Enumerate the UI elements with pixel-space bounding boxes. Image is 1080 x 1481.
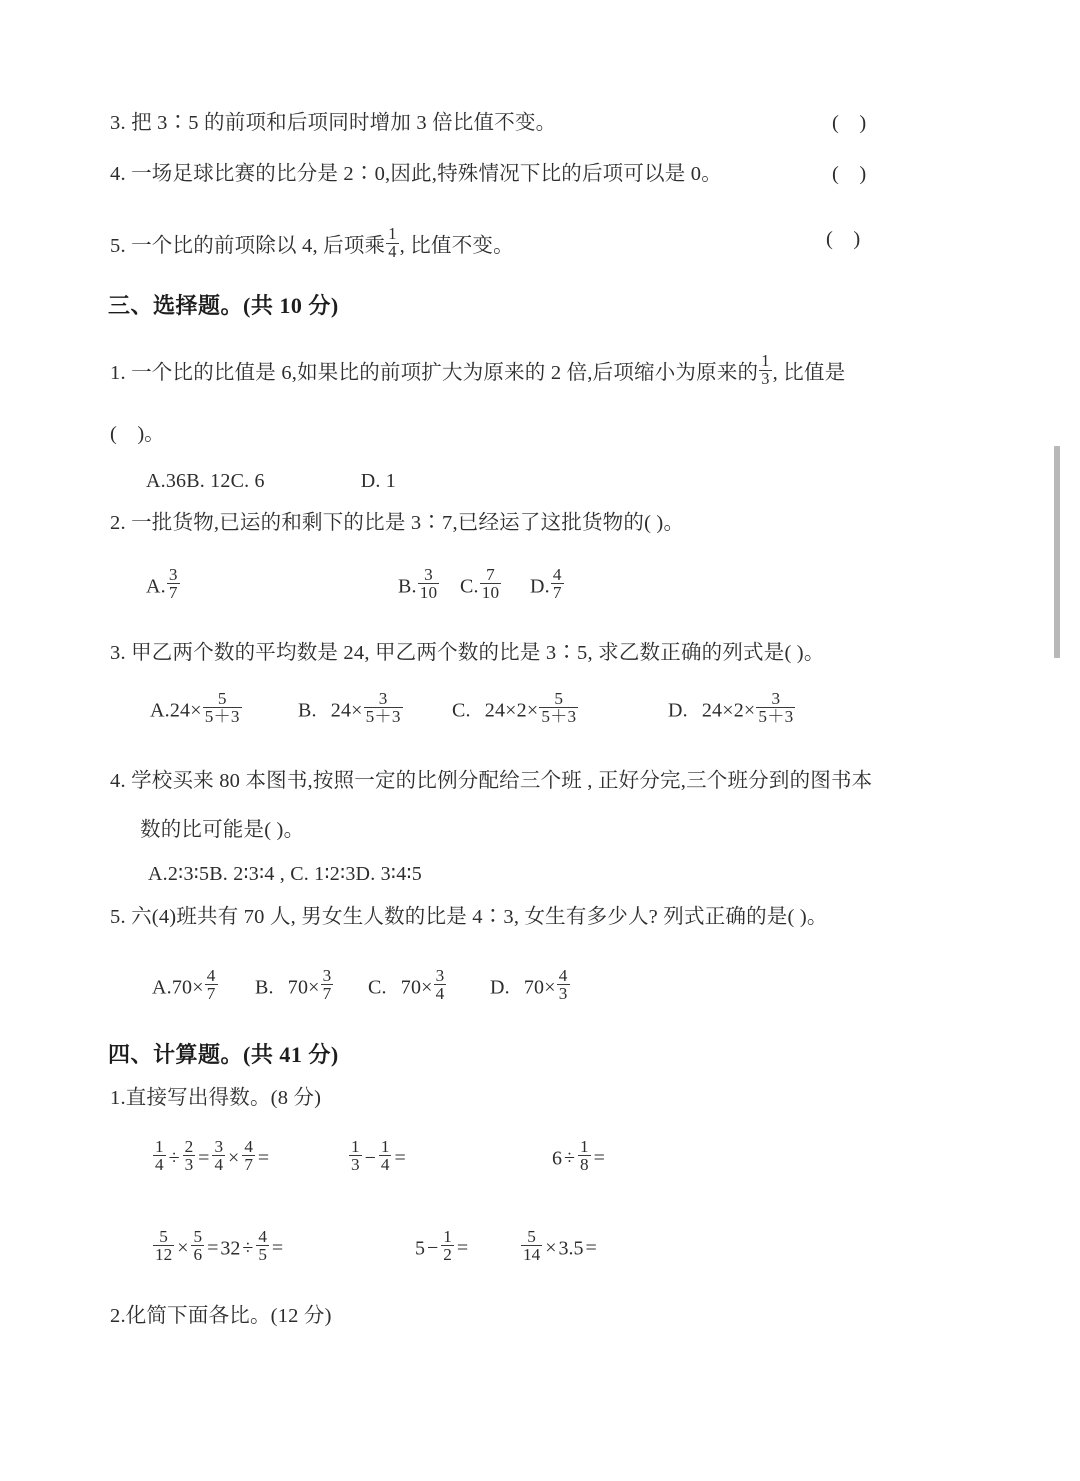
option-expr: 70× bbox=[287, 976, 320, 999]
item-number: 4. bbox=[110, 163, 126, 185]
truefalse-blank-5[interactable] bbox=[826, 228, 860, 252]
section-four-heading: 四、计算题。(共 41 分) bbox=[108, 1042, 339, 1067]
truefalse-item-4 bbox=[110, 163, 722, 187]
fraction-3-over-4 bbox=[212, 1138, 225, 1174]
option-label: D. bbox=[530, 575, 550, 598]
math-number: 3.5 bbox=[558, 1237, 584, 1260]
item-number: 5. bbox=[110, 234, 126, 257]
choice-question-3-option-d[interactable] bbox=[668, 688, 796, 728]
fraction-5-over-5plus3: $\frac{5}{5+3}$ bbox=[541, 688, 577, 727]
option-label: A. bbox=[146, 575, 166, 598]
fraction-denominator: 14 bbox=[523, 1245, 541, 1265]
calc-row-2-expr-2[interactable] bbox=[415, 1226, 470, 1266]
option-label: B. bbox=[255, 976, 274, 999]
option-expr: 24×2× bbox=[701, 699, 756, 722]
option-label: A. bbox=[150, 699, 170, 722]
option-expr: 24×2× bbox=[484, 699, 539, 722]
option-label: D. bbox=[668, 699, 688, 722]
answer-blank: ( )。 bbox=[110, 423, 165, 445]
truefalse-item-5 bbox=[110, 224, 514, 262]
calc-row-1-expr-3[interactable] bbox=[552, 1136, 607, 1176]
fraction-4-over-3: $\frac{4}{3}$ bbox=[558, 965, 568, 1004]
choice-question-1-stem bbox=[110, 351, 846, 389]
fraction-numerator: 1 bbox=[351, 1136, 360, 1156]
option-label: B. bbox=[398, 575, 417, 598]
math-operator: = bbox=[593, 1147, 605, 1170]
math-operator: = bbox=[198, 1147, 210, 1170]
item-text-after: , 比值不变。 bbox=[399, 234, 514, 257]
math-operator: × bbox=[545, 1237, 557, 1260]
choice-question-5-option-c[interactable] bbox=[368, 965, 447, 1005]
choice-question-2-option-c[interactable] bbox=[460, 564, 502, 604]
choice-question-2-option-b[interactable] bbox=[398, 564, 440, 604]
item-number: 1. bbox=[110, 1087, 126, 1109]
math-operator: − bbox=[364, 1147, 376, 1170]
math-operator: = bbox=[257, 1147, 270, 1170]
fraction-numerator: 2 bbox=[184, 1136, 194, 1156]
task-title: 直接写出得数。(8 分) bbox=[125, 1087, 322, 1109]
fraction-3-over-10: $\frac{3}{10}$ bbox=[419, 564, 438, 603]
fraction-one-third: $\frac{1}{3}$ bbox=[761, 351, 770, 388]
item-number: 1. bbox=[110, 361, 126, 384]
fraction-one-quarter: $\frac{1}{4}$ bbox=[388, 224, 397, 261]
scrollbar-thumb[interactable] bbox=[1054, 446, 1060, 658]
item-number: 2. bbox=[110, 512, 126, 534]
fraction-denominator: 7 bbox=[244, 1155, 253, 1175]
math-operator: × bbox=[177, 1237, 189, 1260]
item-number: 2. bbox=[110, 1305, 126, 1327]
fraction-1-over-2 bbox=[441, 1228, 454, 1264]
fraction-3-over-5plus3: $\frac{3}{5+3}$ bbox=[758, 688, 794, 727]
choice-question-5-option-b[interactable] bbox=[255, 965, 334, 1005]
fraction-denominator: 4 bbox=[380, 1155, 390, 1175]
fraction-numerator: 4 bbox=[244, 1136, 253, 1156]
options-abc: A.36B. 12C. 6 bbox=[146, 470, 265, 492]
math-operator: ÷ bbox=[564, 1147, 575, 1170]
answer-blank: ( ) bbox=[832, 112, 867, 134]
stem-text: 学校买来 80 本图书,按照一定的比例分配给三个班 , 正好分完,三个班分到的图书本 bbox=[131, 770, 873, 792]
fraction-numerator: 1 bbox=[380, 1136, 390, 1156]
fraction-5-over-6 bbox=[191, 1228, 204, 1264]
fraction-numerator: 1 bbox=[443, 1226, 452, 1246]
choice-question-3-option-b[interactable] bbox=[298, 688, 404, 728]
option-expr: 70× bbox=[171, 976, 204, 999]
stem-text-continued: 数的比可能是( )。 bbox=[140, 819, 305, 841]
answer-blank: ( ) bbox=[832, 163, 867, 185]
stem-text: 一批货物,已运的和剩下的比是 3∶7,已经运了这批货物的( )。 bbox=[131, 512, 685, 534]
choice-question-5-option-d[interactable] bbox=[490, 965, 571, 1005]
option-expr: 70× bbox=[523, 976, 556, 999]
task-title: 化简下面各比。(12 分) bbox=[125, 1305, 332, 1327]
fraction-3-over-5plus3: $\frac{3}{5+3}$ bbox=[365, 688, 401, 727]
option-label: C. bbox=[368, 976, 387, 999]
option-label: C. bbox=[452, 699, 471, 722]
option-expr: 70× bbox=[400, 976, 433, 999]
fraction-numerator: 3 bbox=[214, 1136, 224, 1156]
fraction-denominator: 5 bbox=[258, 1245, 267, 1265]
fraction-3-over-7: $\frac{3}{7}$ bbox=[168, 564, 178, 603]
fraction-5-over-14 bbox=[521, 1228, 542, 1264]
option-expr: 24× bbox=[330, 699, 363, 722]
calc-task-2-title bbox=[110, 1305, 332, 1329]
fraction-7-over-10: $\frac{7}{10}$ bbox=[481, 564, 500, 603]
item-text: 把 3∶5 的前项和后项同时增加 3 倍比值不变。 bbox=[131, 112, 557, 134]
math-operator: ÷ bbox=[242, 1237, 254, 1260]
stem-part-2: , 比值是 bbox=[772, 361, 846, 384]
calc-row-1-expr-2[interactable] bbox=[348, 1136, 408, 1176]
fraction-denominator: 6 bbox=[193, 1245, 203, 1265]
choice-question-3-stem bbox=[110, 642, 825, 666]
item-text: 一场足球比赛的比分是 2∶0,因此,特殊情况下比的后项可以是 0。 bbox=[131, 163, 722, 185]
fraction-3-over-4: $\frac{3}{4}$ bbox=[435, 965, 445, 1004]
choice-question-3-option-a[interactable] bbox=[150, 688, 243, 728]
fraction-denominator: 3 bbox=[184, 1155, 194, 1175]
answer-blank: ( ) bbox=[826, 228, 861, 250]
option-label: D. bbox=[490, 976, 510, 999]
option-expr: 24× bbox=[169, 699, 202, 722]
section-three-heading: 三、选择题。(共 10 分) bbox=[108, 293, 339, 318]
fraction-1-over-4 bbox=[153, 1138, 166, 1174]
math-operator: ÷ bbox=[168, 1147, 180, 1170]
calc-task-1-title bbox=[110, 1087, 321, 1111]
choice-question-4-stem-line1 bbox=[110, 770, 872, 794]
stem-text: 六(4)班共有 70 人, 男女生人数的比是 4∶3, 女生有多少人? 列式正确的是( )。 bbox=[131, 906, 828, 928]
math-operator: = bbox=[394, 1147, 406, 1170]
fraction-denominator: 2 bbox=[443, 1245, 452, 1265]
math-operator: = bbox=[207, 1237, 219, 1260]
fraction-numerator: 4 bbox=[258, 1226, 267, 1246]
fraction-4-over-7: $\frac{4}{7}$ bbox=[552, 564, 562, 603]
item-number: 3. bbox=[110, 642, 126, 664]
math-operator: = bbox=[271, 1237, 284, 1260]
choice-question-2-option-a[interactable] bbox=[146, 564, 181, 604]
scrollbar-track[interactable] bbox=[1062, 0, 1072, 1481]
truefalse-blank-4[interactable] bbox=[832, 163, 866, 187]
fraction-4-over-7: $\frac{4}{7}$ bbox=[206, 965, 216, 1004]
fraction-4-over-7 bbox=[242, 1138, 255, 1174]
choice-question-4-stem-line2 bbox=[140, 819, 304, 843]
fraction-4-over-5 bbox=[256, 1228, 269, 1264]
choice-question-5-stem bbox=[110, 906, 828, 930]
fraction-denominator: 12 bbox=[155, 1245, 173, 1265]
math-operator: = bbox=[585, 1237, 597, 1260]
choice-question-5-option-a[interactable] bbox=[152, 965, 219, 1005]
fraction-1-over-8 bbox=[578, 1138, 591, 1174]
fraction-2-over-3 bbox=[183, 1138, 196, 1174]
calc-row-2-expr-1[interactable] bbox=[152, 1226, 285, 1266]
fraction-numerator: 1 bbox=[155, 1136, 164, 1156]
choice-question-3-option-c[interactable] bbox=[452, 688, 579, 728]
truefalse-blank-3[interactable] bbox=[832, 112, 866, 136]
fraction-numerator: 5 bbox=[521, 1228, 542, 1247]
option-d: D. 1 bbox=[360, 470, 396, 492]
math-operator: − bbox=[427, 1237, 439, 1260]
choice-question-1-blank[interactable] bbox=[110, 423, 165, 447]
math-number: 32 bbox=[220, 1237, 241, 1260]
choice-question-4-options[interactable]: A.2∶3∶5B. 2∶3∶4 , C. 1∶2∶3D. 3∶4∶5 bbox=[148, 863, 423, 885]
option-label: C. bbox=[460, 575, 479, 598]
stem-text: 甲乙两个数的平均数是 24, 甲乙两个数的比是 3∶5, 求乙数正确的列式是( )。 bbox=[131, 642, 825, 664]
fraction-denominator: 8 bbox=[579, 1155, 589, 1175]
truefalse-item-3 bbox=[110, 112, 556, 136]
option-label: B. bbox=[298, 699, 317, 722]
fraction-denominator: 3 bbox=[351, 1155, 360, 1175]
choice-question-2-option-d[interactable] bbox=[530, 564, 565, 604]
fraction-5-over-12 bbox=[153, 1228, 174, 1264]
stem-part-1: 一个比的比值是 6,如果比的前项扩大为原来的 2 倍,后项缩小为原来的 bbox=[131, 361, 759, 384]
fraction-denominator: 4 bbox=[214, 1155, 224, 1175]
math-operator: = bbox=[456, 1237, 469, 1260]
fraction-numerator: 5 bbox=[153, 1228, 174, 1247]
math-number: 5 bbox=[415, 1237, 425, 1260]
option-label: A. bbox=[152, 976, 172, 999]
fraction-denominator: 4 bbox=[155, 1155, 164, 1175]
math-number: 6 bbox=[552, 1147, 562, 1170]
calc-row-2-expr-3[interactable] bbox=[520, 1226, 599, 1266]
math-operator: × bbox=[228, 1147, 240, 1170]
fraction-1-over-3 bbox=[349, 1138, 362, 1174]
fraction-5-over-5plus3: $\frac{5}{5+3}$ bbox=[204, 688, 240, 727]
fraction-3-over-7: $\frac{3}{7}$ bbox=[322, 965, 332, 1004]
fraction-numerator: 1 bbox=[579, 1136, 589, 1156]
item-text-before: 一个比的前项除以 4, 后项乘 bbox=[131, 234, 386, 257]
fraction-numerator: 5 bbox=[193, 1226, 203, 1246]
item-number: 4. bbox=[110, 770, 126, 792]
choice-question-1-options[interactable] bbox=[146, 470, 396, 493]
fraction-1-over-4 bbox=[379, 1138, 392, 1174]
item-number: 5. bbox=[110, 906, 126, 928]
item-number: 3. bbox=[110, 112, 126, 134]
calc-row-1-expr-1[interactable] bbox=[152, 1136, 271, 1176]
choice-question-2-stem bbox=[110, 512, 684, 536]
